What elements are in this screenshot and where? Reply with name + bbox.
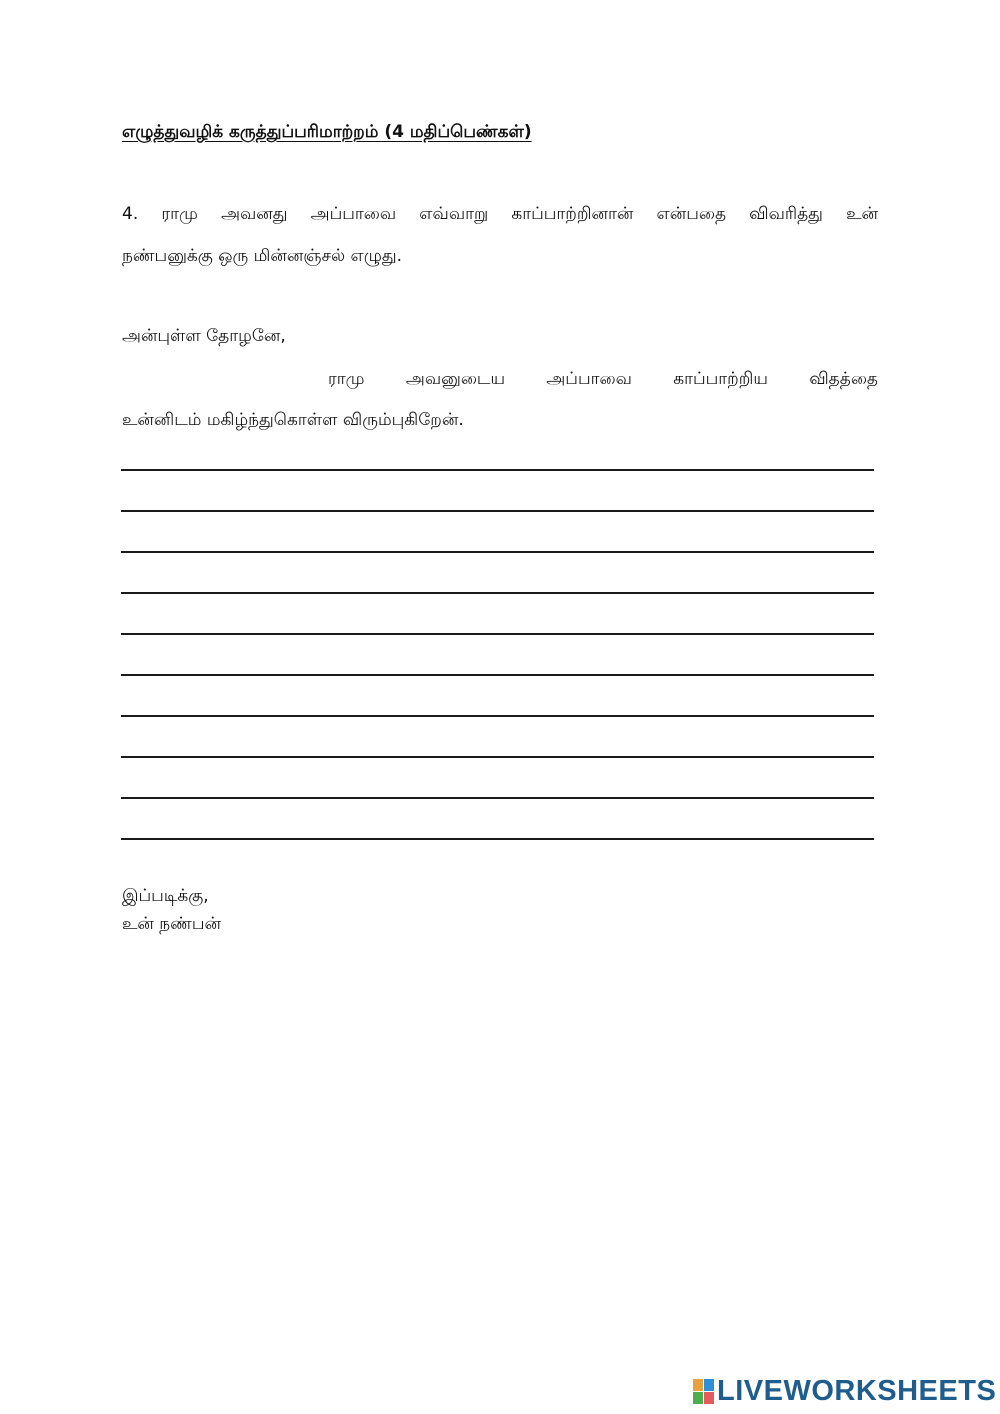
answer-line[interactable]: [121, 715, 874, 717]
answer-line[interactable]: [121, 633, 874, 635]
liveworksheets-logo[interactable]: [693, 1374, 997, 1407]
answer-line[interactable]: [121, 551, 874, 553]
answer-line[interactable]: [121, 469, 874, 471]
letter-signature: உன் நண்பன்: [122, 914, 221, 934]
letter-intro-line-2: உன்னிடம் மகிழ்ந்துகொள்ள விரும்புகிறேன்.: [122, 410, 464, 430]
logo-text: LIVEWORKSHEETS: [717, 1374, 997, 1407]
answer-line[interactable]: [121, 510, 874, 512]
worksheet-title: எழுத்துவழிக் கருத்துப்பரிமாற்றம் (4 மதிப்பெண்கள்): [122, 122, 532, 142]
question-text-line-2: நண்பனுக்கு ஒரு மின்னஞ்சல் எழுது.: [122, 246, 403, 266]
answer-line[interactable]: [121, 756, 874, 758]
letter-intro-line-1: ராமு அவனுடைய அப்பாவை காப்பாற்றிய விதத்தை: [328, 369, 878, 389]
answer-line[interactable]: [121, 592, 874, 594]
logo-mark-icon: [693, 1379, 714, 1404]
letter-greeting: அன்புள்ள தோழனே,: [122, 326, 286, 346]
answer-line[interactable]: [121, 797, 874, 799]
question-text-line-1: 4. ராமு அவனது அப்பாவை எவ்வாறு காப்பாற்றினான் என்பதை விவரித்து உன்: [122, 204, 878, 224]
answer-line[interactable]: [121, 838, 874, 840]
letter-closing: இப்படிக்கு,: [122, 886, 209, 906]
answer-line[interactable]: [121, 674, 874, 676]
